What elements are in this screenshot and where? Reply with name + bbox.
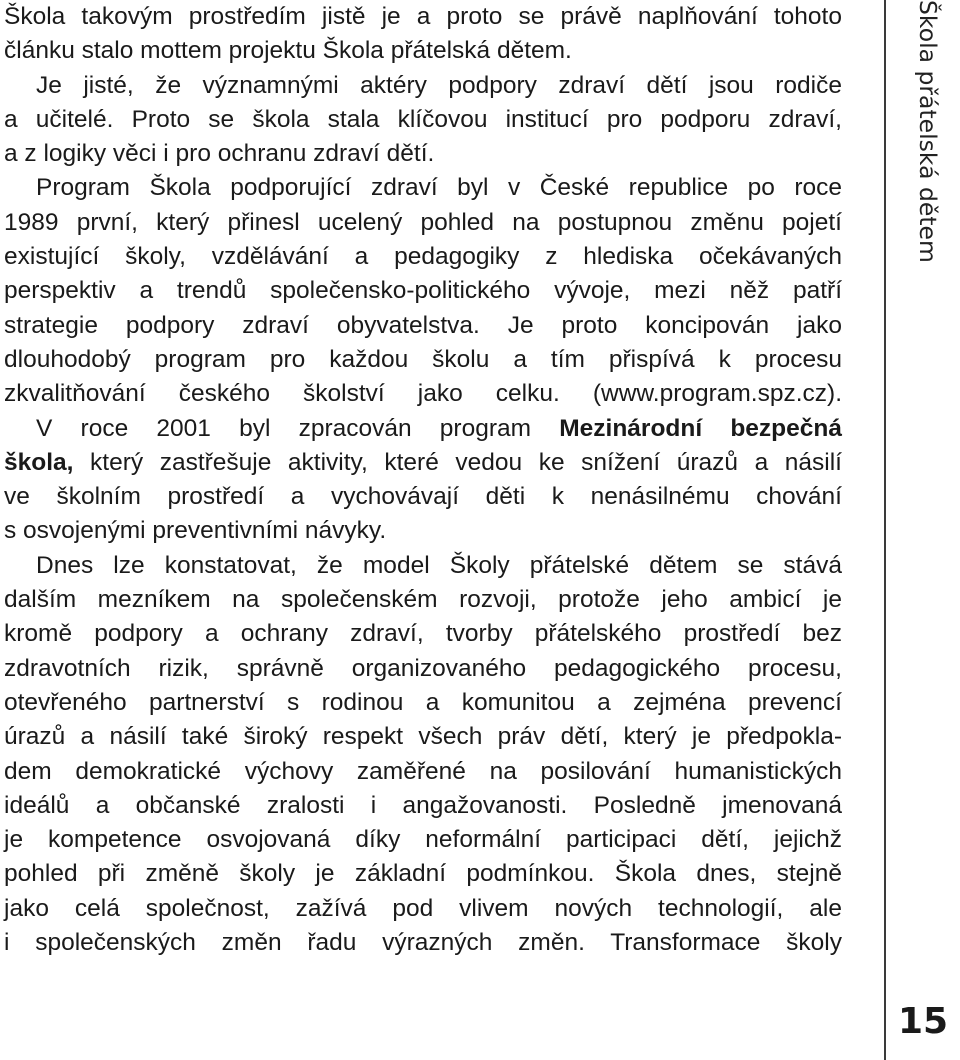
text-segment: V roce 2001 byl zpracován program [36,414,560,442]
page-number: 15 [897,1001,949,1042]
text-line: kromě podpory a ochrany zdraví, tvorby přátelského prostředí bez [4,620,842,648]
text-line: dem demokratické výchovy zaměřené na posilování humanistických [4,757,842,785]
text-line: zkvalitňování českého školství jako celku. (www.program.spz.cz). [4,380,842,408]
text-line: ve školním prostředí a vychovávají děti k nenásilnému chování [4,483,842,511]
text-segment: který zastřešuje aktivity, které vedou ke snížení úrazů a násilí [73,448,842,476]
text-line: 1989 první, který přinesl ucelený pohled na postupnou změnu pojetí [4,208,842,236]
text-line: zdravotních rizik, správně organizovaného pedagogického procesu, [4,654,842,682]
running-header [908,0,948,268]
text-line: otevřeného partnerství s rodinou a komunitou a zejména prevencí [4,688,842,716]
text-line: a učitelé. Proto se škola stala klíčovou institucí pro podporu zdraví, [4,105,842,133]
text-line: dlouhodobý program pro každou školu a tím přispívá k procesu [4,345,842,373]
text-line: pohled při změně školy je základní podmínkou. Škola dnes, stejně [4,860,842,888]
text-line: je kompetence osvojovaná díky neformální participaci dětí, jejichž [4,826,842,854]
text-line: a z logiky věci i pro ochranu zdraví dětí. [4,140,435,168]
program-name-bold: Mezinárodní bezpečná [559,414,842,442]
running-header-text: Škola přátelská dětem [914,0,942,263]
body-text [4,0,842,960]
program-name-bold: škola, [4,448,74,476]
text-line: ideálů a občanské zralosti i angažovanosti. Posledně jmenovaná [4,791,842,819]
text-line: úrazů a násilí také široký respekt všech práv dětí, který je předpokla- [4,723,842,751]
sidebar-divider [884,0,886,1060]
text-line: dalším mezníkem na společenském rozvoji, protože jeho ambicí je [4,586,842,614]
text-line: jako celá společnost, zažívá pod vlivem nových technologií, ale [4,894,842,922]
text-line: Škola takovým prostředím jistě je a proto se právě naplňování tohoto [4,3,842,30]
text-line: s osvojenými preventivními návyky. [4,517,387,545]
text-line: Dnes lze konstatovat, že model Školy přátelské dětem se stává [36,551,842,579]
text-line: strategie podpory zdraví obyvatelstva. Je proto koncipován jako [4,311,842,339]
text-line: existující školy, vzdělávání a pedagogiky z hlediska očekávaných [4,243,842,271]
text-line: i společenských změn řadu výrazných změn. Transformace školy [4,929,842,957]
text-line: Program Škola podporující zdraví byl v České republice po roce [36,174,842,202]
text-line [4,446,842,480]
text-line: perspektiv a trendů společensko-politického vývoje, mezi něž patří [4,277,842,305]
text-line: článku stalo mottem projektu Škola přátelská dětem. [4,37,572,65]
text-line [4,412,842,446]
text-line: Je jisté, že významnými aktéry podpory zdraví dětí jsou rodiče [36,71,842,99]
